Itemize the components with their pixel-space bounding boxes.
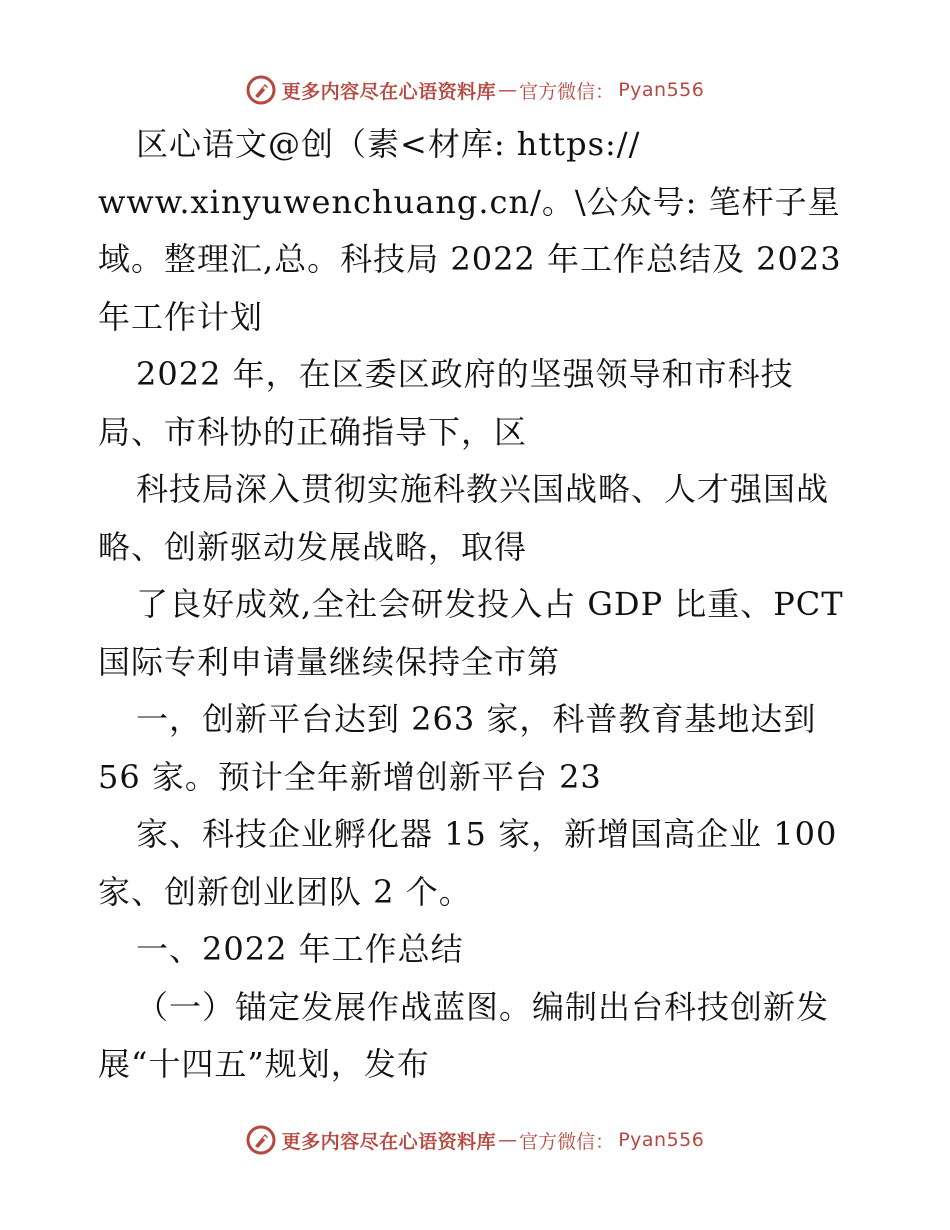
watermark-main-text: 更多内容尽在心语资料库: [281, 80, 497, 103]
watermark-sub-text: 官方微信：: [519, 80, 615, 103]
watermark-main-text: 更多内容尽在心语资料库: [281, 1130, 497, 1153]
section-heading: 一、2022 年工作总结: [136, 930, 464, 968]
watermark-dash: —: [498, 1129, 518, 1151]
pen-nib-logo-icon: [246, 1125, 276, 1155]
text-line: www.xinyuwenchuang.cn/。\公众号: 笔杆子星: [98, 182, 841, 221]
text-line: 国际专利申请量继续保持全市第: [98, 642, 561, 681]
text-line: 家、创新创业团队 2 个。: [98, 872, 472, 911]
text-line: 略、创新驱动发展战略，取得: [98, 527, 528, 566]
text-line: 2022 年，在区委区政府的坚强领导和市科技: [136, 355, 794, 393]
text-line: 区心语文@创（素<材库: https://: [136, 125, 641, 163]
subsection-heading: （一）锚定发展作战蓝图。编制出台科技创新发: [136, 987, 830, 1026]
text-line: 了良好成效,全社会研发投入占 GDP 比重、PCT: [136, 585, 844, 623]
pen-nib-logo-icon: [246, 75, 276, 105]
text-line: 56 家。预计全年新增创新平台 23: [98, 757, 602, 796]
text-line: 域。整理汇,总。科技局 2022 年工作总结及 2023: [98, 240, 842, 278]
text-line: 年工作计划: [98, 297, 264, 336]
text-line: 家、科技企业孵化器 15 家，新增国高企业 100: [136, 815, 838, 853]
watermark-sub-text: 官方微信：: [519, 1130, 615, 1153]
text-line: 展“十四五”规划，发布: [98, 1045, 430, 1083]
text-line: 一，创新平台达到 263 家，科普教育基地达到: [136, 700, 817, 738]
watermark-header: [0, 72, 950, 108]
watermark-account: Pyan556: [618, 79, 705, 101]
text-line: 科技局深入贯彻实施科教兴国战略、人才强国战: [136, 470, 830, 508]
watermark-dash: —: [498, 79, 518, 101]
text-line: 局、市科协的正确指导下，区: [98, 412, 528, 451]
watermark-account: Pyan556: [618, 1129, 705, 1151]
document-body: [98, 116, 858, 1094]
watermark-footer: [0, 1122, 950, 1158]
